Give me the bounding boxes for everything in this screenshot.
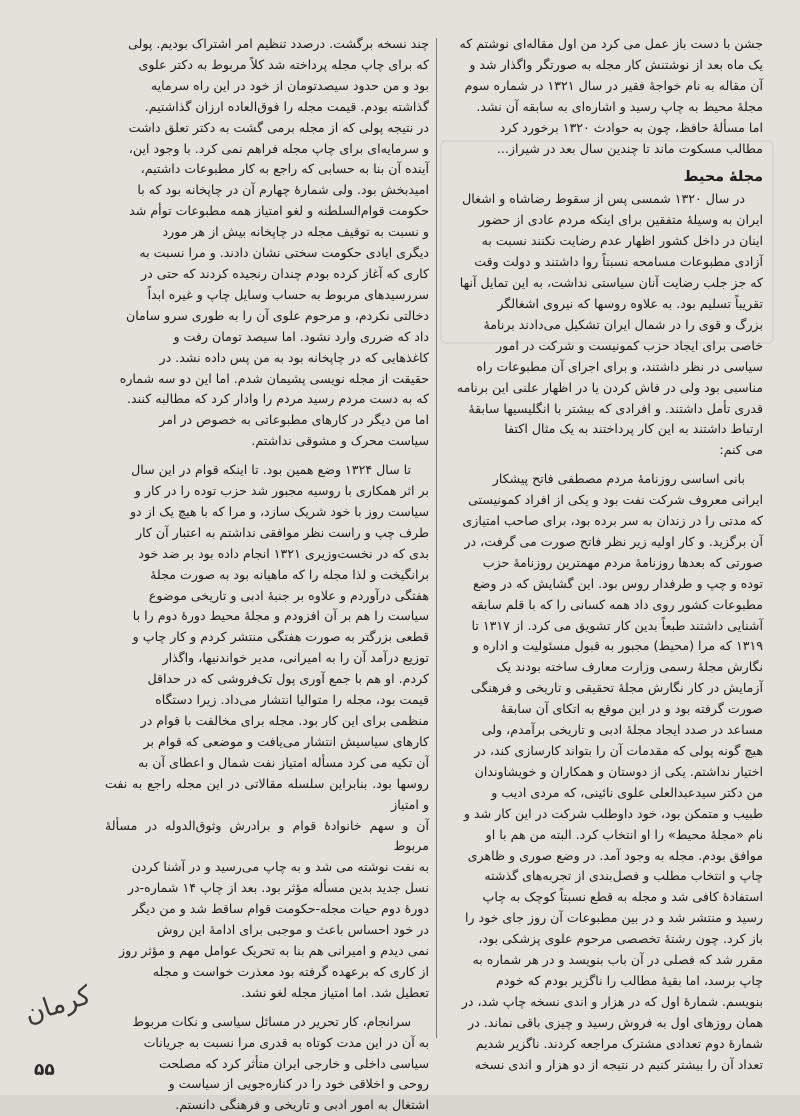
- text-line: آشنایی داشتند طبعاً بدین کار تشویق می کرد. از ۱۳۱۷ تا: [471, 617, 763, 633]
- text-line: اشتغال به امور ادبی و تاریخی و فرهنگی دانستم.: [175, 1097, 429, 1113]
- text-line: جشن با دست باز عمل می کرد من اول مقاله‌ای نوشتم که: [459, 36, 763, 51]
- paragraph-1: [105, 34, 429, 452]
- text-line: بزرگ و قوی را در شمال ایران تشکیل می‌دادند برنامۀ: [483, 316, 763, 332]
- text-line: داد که ضرری وارد نشود. اما سیصد تومان رفت و: [173, 328, 429, 344]
- text-line: دورۀ دوم حیات مجله-حکومت قوام ساقط شد و من دیگر: [132, 901, 429, 917]
- text-line: که برای چاپ مجله پرداخته شد کلاً مربوط به دکتر علوی: [138, 56, 429, 72]
- section-heading: مجلۀ محیط: [683, 169, 763, 186]
- text-line: روحی و اخلاقی خود را در کناره‌جویی از سیاست و: [168, 1076, 429, 1092]
- text-line: من دکتر سیدعبدالعلی علوی نائینی، که مردی ادیب و: [491, 784, 763, 800]
- text-line: روسها بود. بنابراین سلسله مقالاتی در این مجله راجع به نفت و امتیاز: [105, 775, 429, 812]
- text-line: مناسبی بود ولی در فاش کردن یا در اظهار علنی این برنامه: [456, 379, 763, 395]
- text-line: بدی که در نخست‌وزیری ۱۳۲۱ انجام داده بود بر ضد خود: [138, 545, 429, 561]
- text-line: خاصی برای ایجاد حزب کمونیست و شرکت در امور: [496, 337, 763, 353]
- text-line: آزمایش در کار نگارش مجلۀ تحقیقی و تاریخی و فرهنگی: [470, 680, 763, 696]
- text-line: آن تکیه می کرد مسأله امتیاز نفت شمال و اعطای آن به: [138, 754, 429, 770]
- text-line: هفتگی درآوردم و علاوه بر جنبۀ ادبی و تاریخی موضوع: [148, 587, 429, 603]
- text-line: آن برگزید. و کار اولیه زیر نظر فاتح صورت می گرفت، در: [464, 533, 763, 549]
- text-line: مطبوعات کشور روی داد همه کسانی را که با قلم سابقه: [470, 596, 763, 612]
- text-line: کاغذهایی که در چاپخانه بود به من پس داده نشد. در: [159, 349, 429, 365]
- text-line: بانی اساسی روزنامۀ مردم مصطفی فاتح پیشکار: [492, 471, 745, 487]
- text-line: تا سال ۱۳۲۴ وضع همین بود. تا اینکه قوام در این سال: [131, 462, 411, 478]
- text-line: مطالب مسکوت ماند تا چندین سال بعد در شیراز...: [496, 140, 763, 156]
- text-line: اختیار نداشتم. یکی از دوستان و همکاران و خویشاوندان: [474, 763, 763, 779]
- text-line: کارهای سیاسیش انتشار می‌یافت و موضعی که قوام بر: [143, 733, 429, 749]
- text-line: منظمی برای این کار بود. مجله برای مخالفت با قوام در: [140, 713, 429, 728]
- text-line: مقرر شد که فصلی در آن باب بنویسد و در هر شماره به: [472, 952, 763, 968]
- text-line: تعداد آن را بیشتر کنیم در نتیجه از دو هزار و اندی نسخه: [474, 1056, 763, 1072]
- text-line: می کنم:: [719, 442, 763, 458]
- text-line: آینده آن بنا به حسابی که راجع به کار مطبوعات داشتیم،: [140, 161, 429, 177]
- text-line: به نفت نوشته می شد و به چاپ می‌رسید و در آشنا کردن: [131, 859, 429, 875]
- text-line: از کاری که برعهده گرفته بود معذرت خواست و مجله: [152, 963, 429, 979]
- text-line: ۱۳۱۹ که مرا (محیط) مجبور به قبول مسئولیت و اداره و: [472, 638, 763, 654]
- text-line: که به دست مردم رسید مردم را وادار کرد که مطالبه کنند.: [127, 391, 429, 407]
- paragraph-1: [441, 189, 763, 461]
- text-line: کردم. او هم با جمع آوری پول تک‌فروشی که در حداقل: [147, 671, 429, 687]
- intro-paragraph: [441, 34, 763, 159]
- text-line: دخالتی نکردم، و مرحوم علوی آن را به طوری سرو سامان: [125, 307, 429, 323]
- text-line: در سال ۱۳۲۰ شمسی پس از سقوط رضاشاه و اشغال: [462, 191, 745, 207]
- text-line: اما من دیگر در کارهای مطبوعاتی به خصوص در امر: [159, 412, 429, 428]
- page-number: ۵۵: [34, 1060, 55, 1080]
- text-line: رسید و منتشر شد و در بین مطبوعات آن روز جای خود را: [464, 910, 763, 926]
- text-line: ایران به وسیلۀ متفقین برای اینکه مردم عادی از حضور: [478, 212, 763, 228]
- text-line: حقیقت از مجله نویسی پشیمان شدم. اما این دو سه شماره: [119, 370, 429, 386]
- text-line: نسل جدید بدین مسأله مؤثر بود. بعد از چاپ ۱۴ شماره-در: [127, 880, 429, 896]
- text-line: مساعد در صدد ایجاد مجلۀ ادبی و تاریخی برآمدم، ولی: [481, 722, 763, 738]
- text-line: توده و چپ و طرفدار روس بود. این گشایش که در وضع: [472, 575, 763, 591]
- text-line: صورت گرفته بود و در این موقع به اتکای آن سابقۀ: [500, 701, 763, 717]
- paragraph-2: [441, 469, 763, 1075]
- text-line: و نسبت به توقیف مجله در چاپخانه بیش از هر مورد: [162, 224, 429, 240]
- text-line: ارتباط داشتند به این کار پرداختند به یک مثال اکتفا: [504, 421, 763, 437]
- text-line: دیگری ایادی حکومت سختی نشان دادند. و مرا نسبت به: [139, 245, 429, 261]
- text-line: همان روزهای اول به فروش رسید و چیزی باقی نماند. در: [468, 1014, 763, 1030]
- text-line: هیچ گونه پولی که مقدمات آن را بتواند کارسازی کند، در: [474, 743, 763, 758]
- text-line: در خود احساس باعث و موجبی برای ادامۀ این روش: [156, 922, 429, 938]
- text-line: که جز جلب رضایت آنان سیاستی نداشت، به این تمایل آنها: [459, 275, 763, 291]
- text-line: بنویسم. شمارۀ اول که در هزار و اندی نسخه چاپ شد، در: [461, 993, 763, 1009]
- text-line: بود و من حدود سیصدتومان از خود در این راه سرمایه: [150, 77, 429, 93]
- text-line: قدری تأمل داشتند. و افرادی که بیشتر با انگلیسیها سابقۀ: [468, 400, 763, 416]
- text-line: طرف چپ و راست نظر موافقی نداشتم به اعتبار آن کار: [135, 524, 429, 540]
- text-line: چند نسخه برگشت. درصدد تنظیم امر اشتراک بودیم. پولی: [128, 36, 429, 51]
- text-line: تقریباً تسلیم بود. به علاوه روسها که نیروی اشغالگر: [497, 295, 763, 311]
- text-line: نمی دیدم و امیرانی هم بنا به تحریک عوامل مهم و مؤثر روز: [119, 942, 429, 958]
- text-line: آن و سهم خانوادۀ قوام و برادرش وثوق‌الدوله در مسألۀ مربوط: [105, 817, 429, 854]
- text-line: سیاست روز با خود شریک سازد، و مرا که با هیچ یک از دو: [129, 503, 429, 519]
- text-line: امیدبخش بود. ولی شمارۀ چهارم آن در چاپخانه بود که با: [137, 182, 429, 198]
- paragraph-3: [105, 1012, 429, 1116]
- text-line: مجلۀ محیط به چاپ رسید و اشاره‌ای به سابقه آن نشد.: [476, 98, 763, 114]
- text-line: آزادی مطبوعات مسامحه نسبتاً روا داشتند و دولت وقت: [474, 254, 763, 270]
- right-column: [441, 34, 763, 1076]
- text-line: قیمت بود، مجله را متوالیا انتشار می‌داد. زیرا دستگاه: [155, 692, 429, 708]
- text-line: طبیب و متمکن بود، خود داوطلب شرکت در این کار شد و: [463, 805, 763, 821]
- text-line: توزیع درآمد آن را به امیرانی، مدیر خواندنیها، واگذار: [162, 650, 429, 666]
- text-line: تعطیل شد. اما امتیاز مجله لغو نشد.: [241, 984, 429, 1000]
- text-line: شمارۀ دوم تعدادی مشترک مراجعه کردند. ناگزیر شدیم: [475, 1035, 763, 1051]
- text-line: اینان در داخل کشور اظهار عدم رضایت نکنند نسبت به: [481, 233, 763, 249]
- text-line: سررسیدهای مربوط به حساب وسایل چاپ و غیره ابداً: [147, 286, 429, 302]
- text-line: که مدتی را در زندان به سر برده بود، برای صاحب امتیازی: [462, 513, 763, 529]
- text-line: آن مقاله به نام خواجۀ فقیر در سال ۱۳۲۱ در شماره سوم: [464, 77, 763, 93]
- text-line: صورتی که بعدها روزنامۀ مردم مهمترین روزنامۀ حزب: [482, 554, 763, 570]
- text-line: باز کرد. چون رشتۀ تخصصی مرحوم علوی پزشکی بود،: [478, 931, 763, 947]
- text-line: استفادۀ کافی شد و مجله به قطع نسبتاً کوچک به چاپ: [482, 889, 763, 905]
- text-line: سیاست را هم بر آن افزودم و مجلۀ محیط دورۀ دوم را با: [132, 608, 429, 624]
- text-line: سرانجام، کار تحریر در مسائل سیاسی و نکات مربوط: [132, 1013, 411, 1029]
- paragraph-2: [105, 460, 429, 1004]
- text-line: یک ماه بعد از نوشتنش کار مجله به صورتگر واگذار شد و: [469, 56, 763, 72]
- text-line: ایرانی معروف شرکت نفت بود و یکی از افراد کمونیستی: [468, 492, 763, 508]
- column-divider: [436, 38, 437, 1038]
- page-margin: [0, 0, 100, 1095]
- text-line: به آن در این مدت کوتاه به قدری مرا نسبت به جریانات: [143, 1034, 429, 1050]
- text-line: چاپ و انتخاب مطلب و فصل‌بندی از تجربه‌های گذشته: [484, 868, 763, 884]
- text-line: و سرمایه‌ای برای چاپ مجله فراهم نمی کرد. با وجود این،: [128, 140, 429, 156]
- text-line: گذاشته بودم. قیمت مجله را فوق‌العاده ارزان گذاشتیم.: [144, 98, 429, 114]
- text-line: سیاسی داخلی و خارجی ایران متأثر کرد که مصلحت: [158, 1055, 429, 1071]
- text-line: چاپ برسد، اما بقیۀ مطالب را ناگزیر بودم که خودم: [496, 972, 763, 988]
- text-line: در نتیجه پولی که از مجله برمی گشت به دکتر تعلق داشت: [128, 119, 429, 135]
- magazine-logo: کرمان: [21, 980, 95, 1030]
- text-line: موافق بودم. مجله به وجود آمد. در وضع صوری و ظاهری: [467, 847, 763, 863]
- text-line: نگارش مجلۀ رسمی وزارت معارف ساخته بودند یک: [496, 659, 763, 675]
- text-line: نام «مجلۀ محیط» را او انتخاب کرد. البته من هم با او: [485, 826, 763, 842]
- text-line: برانگیخت و لذا مجله را که ماهیانه بود به صورت مجلۀ: [150, 566, 429, 582]
- text-line: قطعی بزرگتر به صورت هفتگی منتشر کردم و کار چاپ و: [132, 629, 429, 645]
- text-line: حکومت قوام‌السلطنه و لغو امتیاز همه مطبوعات توأم شد: [129, 203, 429, 219]
- text-line: سیاسی در نظر داشتند، و برای اجرای آن مطبوعات راه: [476, 358, 763, 374]
- text-line: سیاست محرک و مشوقی نداشتم.: [251, 433, 429, 449]
- text-line: کاری که آغاز کرده بودم چندان رنجیده کردند که حتی در: [141, 265, 429, 281]
- left-column: [105, 34, 429, 1116]
- text-line: بر اثر همکاری با روسیه مجبور شد حزب توده را در کار و: [134, 483, 429, 499]
- text-line: اما مسألۀ حافظ، چون به حوادث ۱۳۲۰ برخورد کرد: [499, 119, 763, 135]
